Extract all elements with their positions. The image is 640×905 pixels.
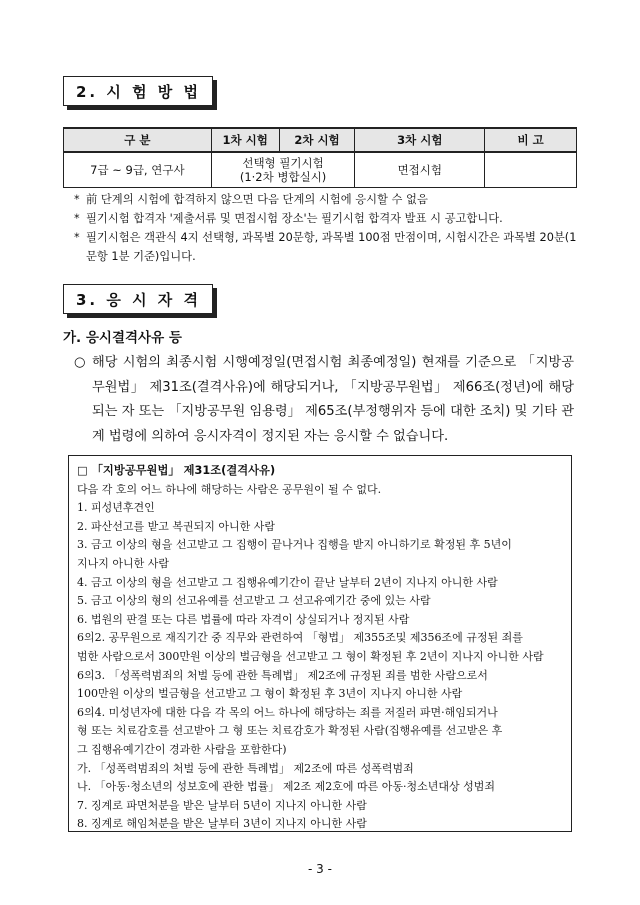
- note-cell: [485, 152, 577, 188]
- section-title: 2. 시 험 방 법: [76, 83, 201, 101]
- law-line: 100만원 이상의 벌금형을 선고받고 그 형이 확정된 후 3년이 지나지 아니한 사람: [77, 687, 463, 701]
- law-line: 6의2. 공무원으로 재직기간 중 직무와 관련하여 「형법」 제355조및 제356조에 규정된 죄를: [77, 631, 523, 645]
- page-number: - 3 -: [308, 862, 332, 876]
- header-cell: 2차 시험: [279, 128, 355, 152]
- law-line: 나. 「아동·청소년의 성보호에 관한 법률」 제2조 제2호에 따른 아동·청소년대상 성범죄: [77, 780, 495, 794]
- circle-bullet-icon: ○: [74, 355, 86, 370]
- category-cell: 7급 ~ 9급, 연구사: [64, 152, 212, 188]
- note-text: 필기시험은 객관식 4지 선택형, 과목별 20문항, 과목별 100점 만점이며, 시험시간은 과목별 20분(1문항 1분 기준)입니다.: [86, 231, 577, 263]
- notes-list: [74, 190, 584, 266]
- law-line: 6의3. 「성폭력범죄의 처벌 등에 관한 특례법」 제2조에 규정된 죄를 범한 사람으로서: [77, 668, 488, 682]
- note-text: 前 단계의 시험에 합격하지 않으면 다음 단계의 시험에 응시할 수 없음: [86, 193, 428, 206]
- asterisk-mark: *: [74, 231, 80, 244]
- law-line: 5. 금고 이상의 형의 선고유예를 선고받고 그 선고유예기간 중에 있는 사람: [77, 594, 431, 608]
- written-exam-line: (1·2차 병합실시): [239, 170, 327, 184]
- law-line: 7. 징계로 파면처분을 받은 날부터 5년이 지나지 아니한 사람: [77, 798, 367, 812]
- header-cell: 3차 시험: [355, 128, 485, 152]
- law-line: 8. 징계로 해임처분을 받은 날부터 3년이 지나지 아니한 사람: [77, 817, 367, 831]
- header-cell: 구 분: [64, 128, 212, 152]
- asterisk-mark: *: [74, 212, 80, 225]
- law-line: 3. 금고 이상의 형을 선고받고 그 집행이 끝나거나 집행을 받지 아니하기로 확정된 후 5년이: [77, 538, 512, 552]
- law-box-title: □ 「지방공무원법」 제31조(결격사유): [77, 464, 276, 477]
- note-item: [74, 228, 584, 266]
- note-text: 필기시험 합격자 '제출서류 및 면접시험 장소'는 필기시험 합격자 발표 시 공고합니다.: [86, 212, 503, 225]
- header-cell: 비 고: [485, 128, 577, 152]
- section-heading-qualification: [63, 284, 213, 314]
- table-row: [64, 152, 577, 188]
- asterisk-mark: *: [74, 193, 80, 206]
- paragraph-text: 해당 시험의 최종시험 시행예정일(면접시험 최종예정일) 현재를 기준으로 「지방공무원법」 제31조(결격사유)에 해당되거나, 「지방공무원법」 제66조(정년)에 해당되는 자 또는 「지방공무원 임용령」 제65조(부정행위자 등에 대한 조치) 및 기타 관계 법령에 의하여 응시자격이 정지된 자는 응시할 수 없습니다.: [92, 355, 574, 444]
- law-line: 6의4. 미성년자에 대한 다음 각 목의 어느 하나에 해당하는 죄를 저질러 파면·해임되거나: [77, 705, 498, 719]
- section-heading-method: [63, 76, 213, 106]
- exam-method-table: [63, 127, 577, 188]
- header-cell: 1차 시험: [211, 128, 279, 152]
- law-line: 가. 「성폭력범죄의 처벌 등에 관한 특례법」 제2조에 따른 성폭력범죄: [77, 761, 414, 775]
- written-exam-cell: [211, 152, 355, 188]
- law-line: 범한 사람으로서 300만원 이상의 벌금형을 선고받고 그 형이 확정된 후 2년이 지나지 아니한 사람: [77, 649, 544, 663]
- note-item: [74, 209, 584, 228]
- disqualification-paragraph: [74, 351, 574, 449]
- law-line: 1. 피성년후견인: [77, 501, 155, 515]
- law-line: 4. 금고 이상의 형을 선고받고 그 집행유예기간이 끝난 날부터 2년이 지나지 아니한 사람: [77, 575, 498, 589]
- law-line: 다음 각 호의 어느 하나에 해당하는 사람은 공무원이 될 수 없다.: [77, 482, 382, 496]
- section-title: 3. 응 시 자 격: [76, 291, 201, 309]
- third-exam-cell: 면접시험: [355, 152, 485, 188]
- law-line: 형 또는 치료감호를 선고받아 그 형 또는 치료감호가 확정된 사람(집행유예를 선고받은 후: [77, 724, 503, 738]
- law-excerpt-box: [68, 455, 572, 832]
- law-line: 지나지 아니한 사람: [77, 556, 170, 570]
- written-exam-line: 선택형 필기시험: [242, 156, 324, 170]
- note-item: [74, 190, 584, 209]
- table-header-row: [64, 128, 577, 152]
- law-line: 6. 법원의 판결 또는 다른 법률에 따라 자격이 상실되거나 정지된 사람: [77, 612, 410, 626]
- law-line: 2. 파산선고를 받고 복권되지 아니한 사람: [77, 519, 275, 533]
- law-line: 그 집행유예기간이 경과한 사람을 포함한다): [77, 742, 287, 756]
- subsection-title: 가. 응시결격사유 등: [63, 330, 182, 346]
